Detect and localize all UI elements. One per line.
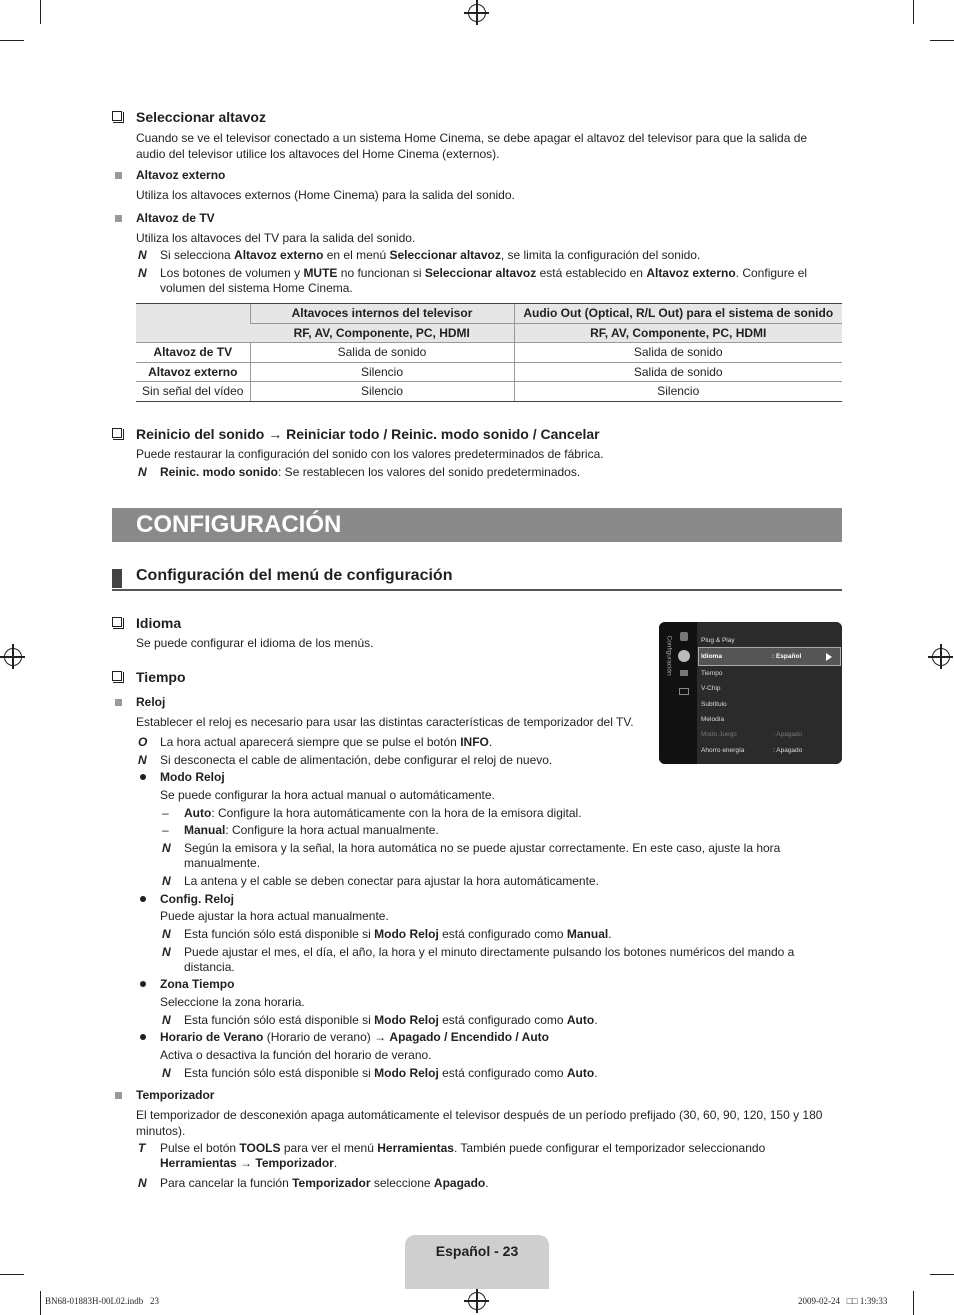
- note-text: Esta función sólo está disponible si Modo Reloj está configurado como Auto.: [184, 1013, 598, 1027]
- note-text: Esta función sólo está disponible si Modo Reloj está configurado como Auto.: [184, 1066, 598, 1080]
- item-title-horario-verano: Horario de Verano (Horario de verano) → Apagado / Encendido / Auto: [160, 1030, 549, 1044]
- dash-icon: –: [162, 823, 169, 837]
- item-desc-altavoz-tv: Utiliza los altavoces del TV para la salida del sonido.: [136, 231, 416, 245]
- section-desc: Se puede configurar el idioma de los menús.: [136, 636, 374, 650]
- osd-item: Plug & Play: [701, 637, 735, 644]
- osd-sidebar: [659, 622, 697, 764]
- table-header: Altavoces internos del televisor: [250, 304, 514, 324]
- note-text: Si desconecta el cable de alimentación, debe configurar el reloj de nuevo.: [160, 753, 553, 767]
- item-desc: Establecer el reloj es necesario para usar las distintas características de temporizador del TV.: [136, 715, 634, 729]
- note-text: Si selecciona Altavoz externo en el menú Seleccionar altavoz, se limita la configuración del sonido.: [160, 248, 701, 262]
- osd-menu-screenshot: [659, 622, 842, 764]
- item-desc: Puede ajustar la hora actual manualmente.: [160, 909, 389, 923]
- section-intro: Cuando se ve el televisor conectado a un sistema Home Cinema, se debe apagar el altavoz del televisor para que la salida de audio del televisor utilice los altavoces del Home Cinema (externos).: [136, 131, 808, 161]
- square-bullet-icon: [115, 172, 122, 179]
- item-title-config-reloj: Config. Reloj: [160, 892, 234, 906]
- table-header: Audio Out (Optical, R/L Out) para el sistema de sonido: [514, 304, 842, 324]
- footer-date: 2009-02-24 □□ 1:39:33: [798, 1296, 888, 1306]
- osd-item: Modo Juego: [701, 731, 737, 738]
- note-icon: N: [138, 465, 147, 479]
- osd-item: Melodía: [701, 716, 725, 723]
- tools-note-icon: T: [138, 1141, 146, 1155]
- gear-icon: [678, 650, 690, 662]
- note-icon: N: [138, 753, 147, 767]
- speaker-output-table: [136, 303, 842, 402]
- checkbox-icon: [112, 617, 122, 627]
- osd-side-label: Configuración: [665, 635, 673, 676]
- note-text: Esta función sólo está disponible si Modo Reloj está configurado como Manual.: [184, 927, 612, 941]
- note-text: La antena y el cable se deben conectar para ajustar la hora automáticamente.: [184, 874, 599, 888]
- registration-mark-bottom: [468, 1292, 486, 1310]
- table-row: Altavoz externo Silencio Salida de sonido: [136, 362, 842, 382]
- support-icon: [679, 688, 689, 695]
- checkbox-icon: [112, 671, 122, 681]
- section-desc: Puede restaurar la configuración del sonido con los valores predeterminados de fábrica.: [136, 447, 604, 461]
- chapter-title: CONFIGURACIÓN: [136, 511, 342, 538]
- note-text: Según la emisora y la señal, la hora automática no se puede ajustar correctamente. En este caso, ajuste la hora: [184, 841, 781, 855]
- osd-item: V-Chip: [701, 685, 721, 692]
- item-desc: Seleccione la zona horaria.: [160, 995, 305, 1009]
- input-icon: [680, 670, 688, 676]
- note-text: Los botones de volumen y MUTE no funcionan si Seleccionar altavoz está establecido en Altavoz externo. Configure el: [160, 266, 808, 280]
- note-icon: N: [162, 945, 171, 959]
- bullet-icon: [140, 1034, 146, 1040]
- arrow-right-icon: [826, 653, 832, 661]
- section-title-reinicio-sonido: Reinicio del sonido → Reiniciar todo / Reinic. modo sonido / Cancelar: [136, 426, 600, 442]
- footer-file: BN68-01883H-00L02.indb 23: [45, 1296, 159, 1306]
- square-bullet-icon: [115, 699, 122, 706]
- note-text-cont: distancia.: [184, 960, 235, 974]
- osd-item-value: : Apagado: [773, 747, 803, 754]
- square-bullet-icon: [115, 1092, 122, 1099]
- osd-item: Subtítulo: [701, 701, 727, 708]
- note-icon: N: [162, 1013, 171, 1027]
- note-text: Para cancelar la función Temporizador seleccione Apagado.: [160, 1176, 489, 1190]
- info-note-icon: O: [138, 735, 148, 749]
- table-row: Altavoz de TV Salida de sonido Salida de sonido: [136, 343, 842, 363]
- bullet-icon: [140, 981, 146, 987]
- item-title-reloj: Reloj: [136, 695, 166, 709]
- item-title-zona-tiempo: Zona Tiempo: [160, 977, 235, 991]
- item-desc-cont: minutos).: [136, 1124, 186, 1138]
- note-text: Puede ajustar el mes, el día, el año, la hora y el minuto directamente pulsando los botones numéricos del mando a: [184, 945, 795, 959]
- page-number: Español - 23: [435, 1243, 519, 1259]
- osd-item-value: : Apagado: [773, 731, 803, 738]
- subheading-bar-icon: [112, 569, 122, 588]
- checkbox-icon: [112, 428, 122, 438]
- item-title-altavoz-tv: Altavoz de TV: [136, 211, 215, 225]
- note-icon: N: [138, 266, 147, 280]
- note-icon: N: [162, 841, 171, 855]
- note-text-cont: manualmente.: [184, 856, 261, 870]
- picture-icon: [680, 632, 688, 641]
- osd-item: Ahorro energía: [701, 747, 745, 754]
- note-text: La hora actual aparecerá siempre que se pulse el botón INFO.: [160, 735, 493, 749]
- section-title-seleccionar-altavoz: Seleccionar altavoz: [136, 109, 266, 125]
- note-icon: N: [138, 1176, 147, 1190]
- item-title-temporizador: Temporizador: [136, 1088, 215, 1102]
- bullet-icon: [140, 896, 146, 902]
- note-text: Reinic. modo sonido: Se restablecen los valores del sonido predeterminados.: [160, 465, 581, 479]
- table-row: Sin señal del vídeo Silencio Silencio: [136, 382, 842, 402]
- item-desc-altavoz-externo: Utiliza los altavoces externos (Home Cinema) para la salida del sonido.: [136, 188, 515, 202]
- registration-mark-top: [468, 4, 486, 22]
- note-text: Pulse el botón TOOLS para ver el menú Herramientas. También puede configurar el temporizador seleccionando: [160, 1141, 766, 1155]
- subheading-rule: [112, 589, 842, 591]
- registration-mark-right: [932, 648, 950, 666]
- bullet-icon: [140, 774, 146, 780]
- item-desc: Se puede configurar la hora actual manual o automáticamente.: [160, 788, 495, 802]
- item-desc: El temporizador de desconexión apaga automáticamente el televisor después de un período prefijado (30, 60, 90, 120, 150 y 180: [136, 1108, 823, 1122]
- note-text-cont: Herramientas → Temporizador.: [160, 1156, 338, 1170]
- osd-item-value: : Español: [772, 653, 802, 660]
- checkbox-icon: [112, 111, 122, 121]
- osd-item: Tiempo: [701, 670, 723, 677]
- note-icon: N: [138, 248, 147, 262]
- item-desc: Activa o desactiva la función del horario de verano.: [160, 1048, 432, 1062]
- note-icon: N: [162, 1066, 171, 1080]
- item-title-modo-reloj: Modo Reloj: [160, 770, 225, 784]
- section-title-idioma: Idioma: [136, 615, 182, 631]
- table-subheader: RF, AV, Componente, PC, HDMI: [514, 323, 842, 343]
- note-icon: N: [162, 874, 171, 888]
- dash-icon: –: [162, 806, 169, 820]
- note-icon: N: [162, 927, 171, 941]
- osd-item: Idioma: [701, 653, 722, 660]
- subheading: Configuración del menú de configuración: [136, 567, 453, 584]
- note-text-cont: volumen del sistema Home Cinema.: [160, 281, 353, 295]
- registration-mark-left: [4, 648, 22, 666]
- item-title-altavoz-externo: Altavoz externo: [136, 168, 226, 182]
- option-auto: Auto: Configure la hora automáticamente con la hora de la emisora digital.: [184, 806, 582, 820]
- table-subheader: RF, AV, Componente, PC, HDMI: [250, 323, 514, 343]
- section-title-tiempo: Tiempo: [136, 669, 186, 685]
- square-bullet-icon: [115, 215, 122, 222]
- option-manual: Manual: Configure la hora actual manualmente.: [184, 823, 439, 837]
